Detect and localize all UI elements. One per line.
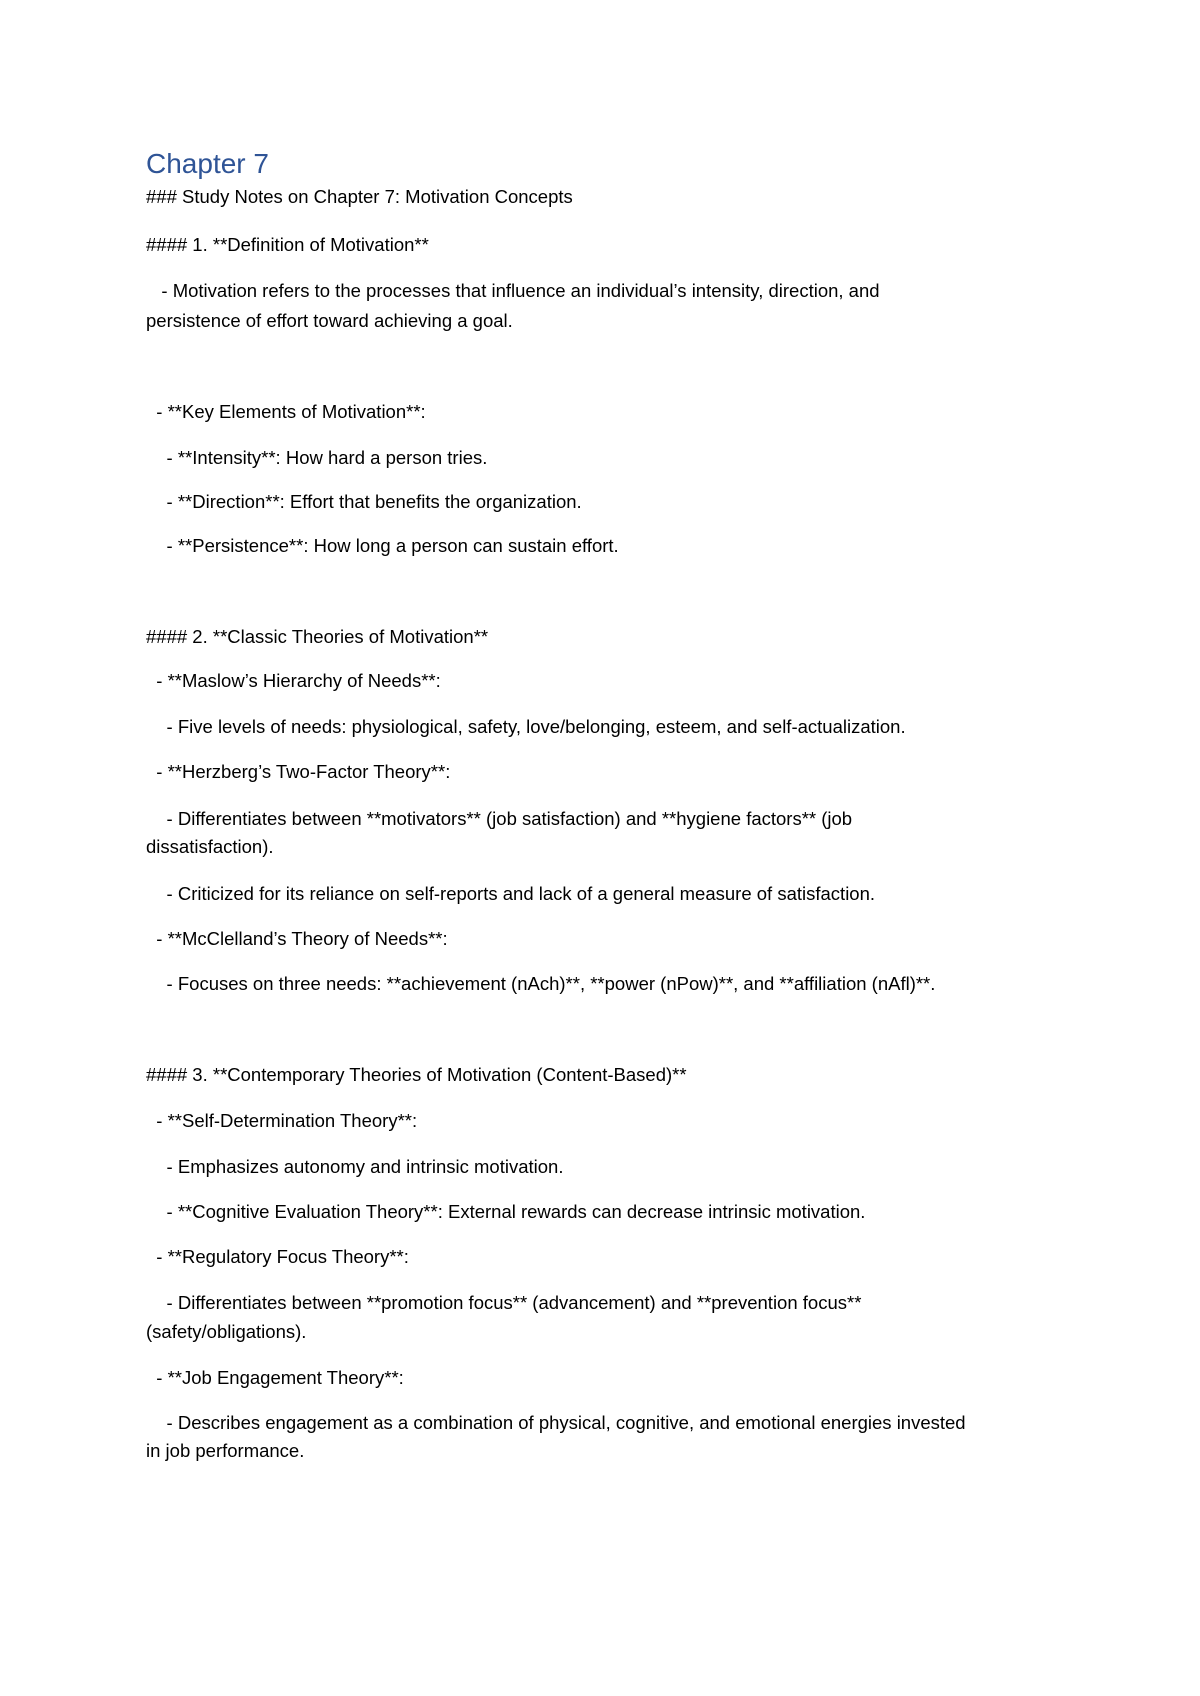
- document-line: - **Direction**: Effort that benefits the organization.: [146, 491, 582, 512]
- document-line: - Describes engagement as a combination of physical, cognitive, and emotional energies invested: [146, 1412, 966, 1433]
- document-line: - **Persistence**: How long a person can sustain effort.: [146, 535, 619, 556]
- document-line: - Emphasizes autonomy and intrinsic motivation.: [146, 1156, 564, 1177]
- document-line: dissatisfaction).: [146, 836, 274, 857]
- document-line: - Focuses on three needs: **achievement (nAch)**, **power (nPow)**, and **affiliation (nAfl)**.: [146, 973, 936, 994]
- document-line: - Five levels of needs: physiological, safety, love/belonging, esteem, and self-actualization.: [146, 716, 906, 737]
- subtitle: ### Study Notes on Chapter 7: Motivation Concepts: [146, 186, 573, 207]
- document-line: (safety/obligations).: [146, 1321, 307, 1342]
- document-line: - **Job Engagement Theory**:: [146, 1367, 404, 1388]
- document-line: - **Self-Determination Theory**:: [146, 1110, 418, 1131]
- document-line: - **Key Elements of Motivation**:: [146, 401, 426, 422]
- document-line: - Differentiates between **motivators** (job satisfaction) and **hygiene factors** (job: [146, 808, 853, 829]
- document-line: - **McClelland’s Theory of Needs**:: [146, 928, 448, 949]
- document-line: in job performance.: [146, 1440, 305, 1461]
- document-line: #### 3. **Contemporary Theories of Motivation (Content-Based)**: [146, 1064, 687, 1085]
- document-line: - **Maslow’s Hierarchy of Needs**:: [146, 670, 441, 691]
- document-line: persistence of effort toward achieving a goal.: [146, 310, 513, 331]
- chapter-title: Chapter 7: [146, 148, 269, 179]
- document-line: - **Cognitive Evaluation Theory**: External rewards can decrease intrinsic motivation.: [146, 1201, 866, 1222]
- document-line: - **Herzberg’s Two-Factor Theory**:: [146, 761, 451, 782]
- document-line: - Criticized for its reliance on self-reports and lack of a general measure of satisfaction.: [146, 883, 876, 904]
- document-line: - Motivation refers to the processes that influence an individual’s intensity, direction, and: [146, 280, 880, 301]
- document-line: - **Intensity**: How hard a person tries.: [146, 447, 488, 468]
- document-line: #### 1. **Definition of Motivation**: [146, 234, 429, 255]
- document-line: - **Regulatory Focus Theory**:: [146, 1246, 409, 1267]
- document-line: - Differentiates between **promotion focus** (advancement) and **prevention focus**: [146, 1292, 862, 1313]
- document-line: #### 2. **Classic Theories of Motivation**: [146, 626, 489, 647]
